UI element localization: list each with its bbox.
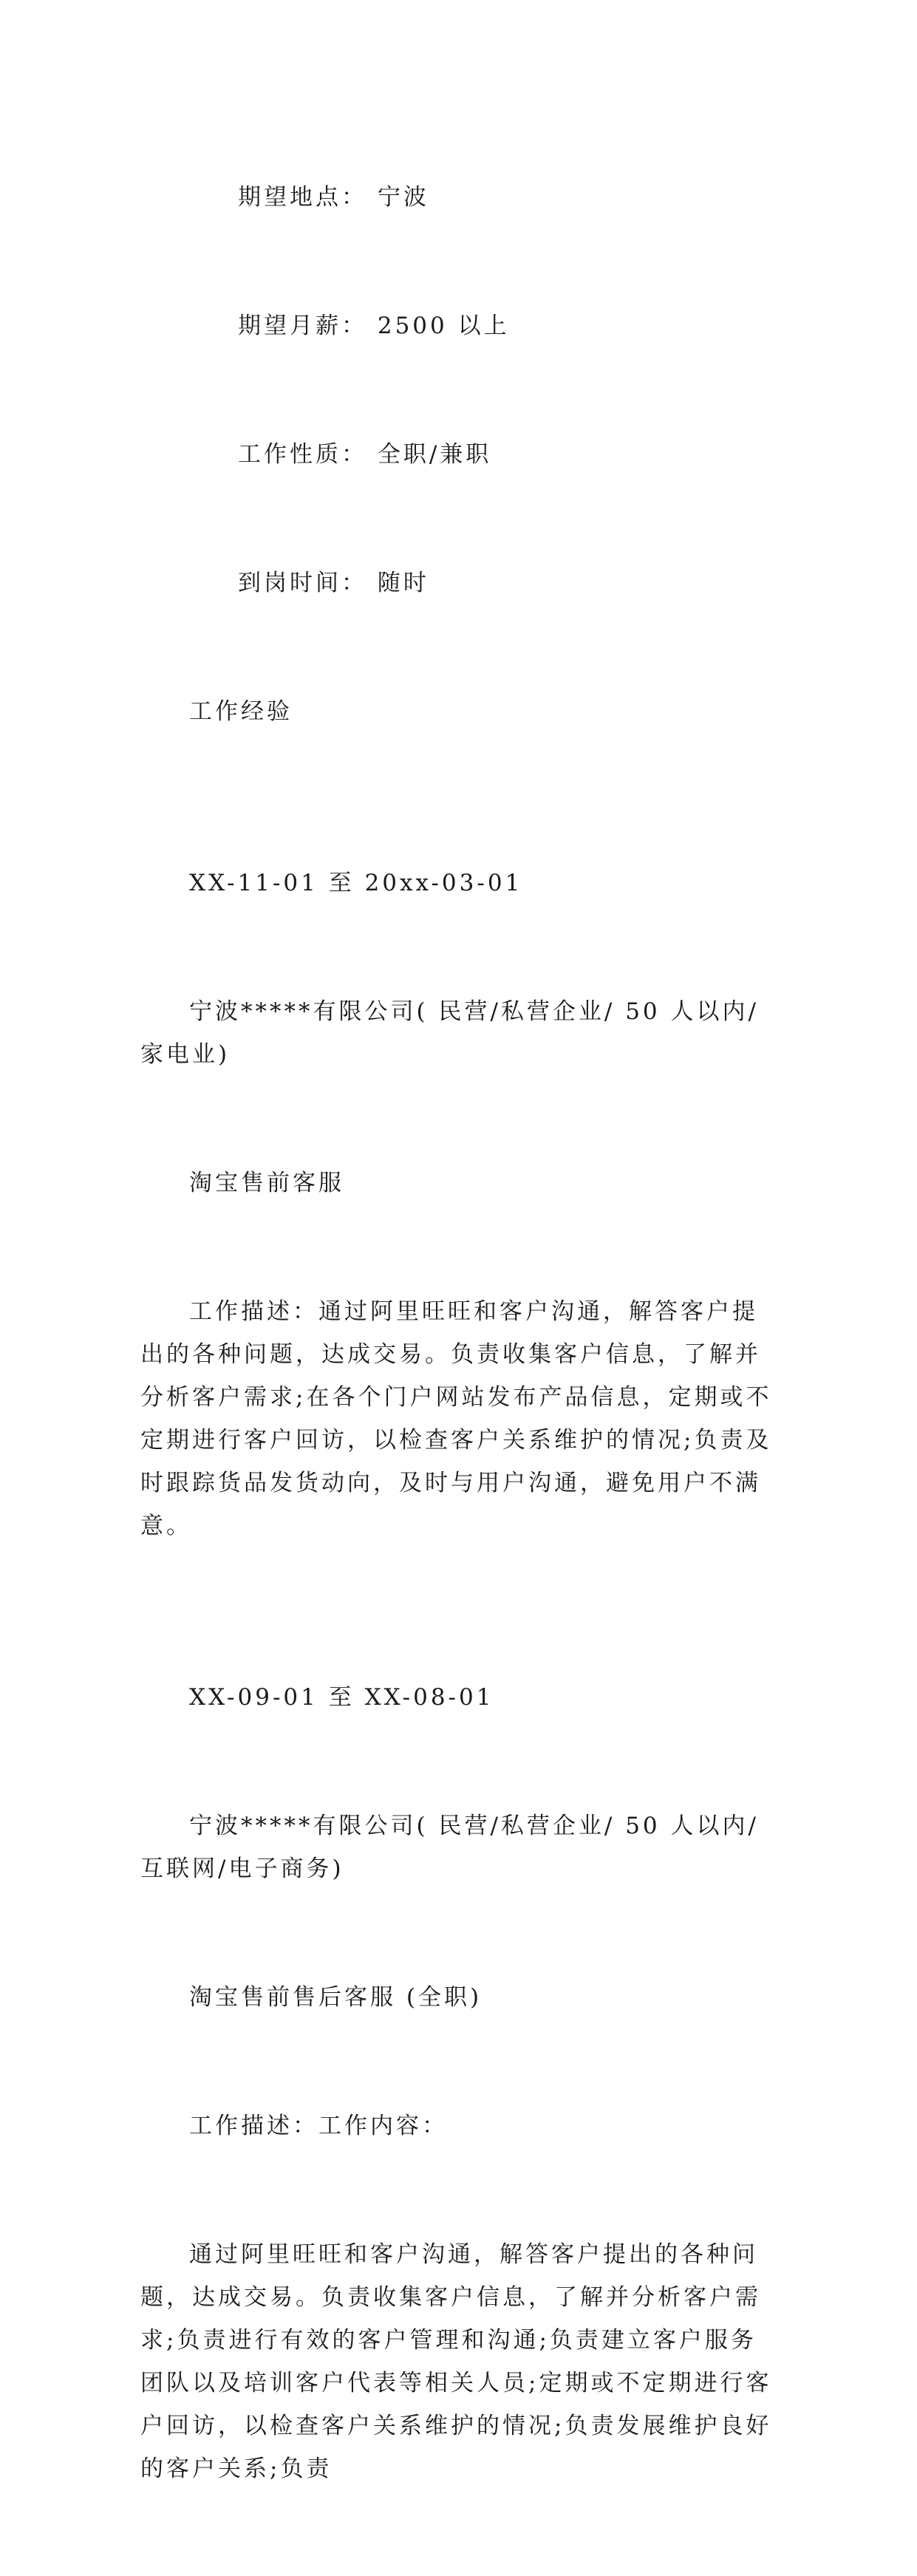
job-company: 宁波*****有限公司( 民营/私营企业/ 50 人以内/家电业) bbox=[140, 998, 759, 1068]
field-job-type bbox=[140, 433, 776, 476]
field-start-time bbox=[140, 562, 776, 604]
field-label: 到岗时间： bbox=[238, 570, 367, 596]
job-description: 工作描述：通过阿里旺旺和客户沟通，解答客户提出的各种问题，达成交易。负责收集客户信息，了解并分析客户需求;在各个门户网站发布产品信息，定期或不定期进行客户回访，以检查客户关系维护的情况;负责及时跟踪货品发货动向，及时与用户沟通，避免用户不满意。 bbox=[140, 1298, 772, 1539]
resume-body bbox=[140, 90, 776, 2576]
field-expected-salary bbox=[140, 304, 776, 347]
job-description-heading: 工作描述：工作内容： bbox=[189, 2113, 448, 2139]
job-description: 通过阿里旺旺和客户沟通，解答客户提出的各种问题，达成交易。负责收集客户信息，了解并分析客户需求;负责进行有效的客户管理和沟通;负责建立客户服务团队以及培训客户代表等相关人员;定期或不定期进行客户回访，以检查客户关系维护的情况;负责发展维护良好的客户关系;负责 bbox=[140, 2241, 772, 2482]
field-expected-location bbox=[140, 176, 776, 219]
section-title: 工作经验 bbox=[189, 698, 293, 725]
job-company: 宁波*****有限公司( 民营/私营企业/ 50 人以内/互联网/电子商务) bbox=[140, 1813, 759, 1882]
job-position: 淘宝售前售后客服 (全职) bbox=[189, 1984, 483, 2011]
field-value: 宁波 bbox=[377, 184, 429, 211]
field-value: 随时 bbox=[377, 570, 429, 596]
field-label: 期望月薪： bbox=[238, 313, 367, 339]
field-label: 期望地点： bbox=[238, 184, 367, 211]
job-period: XX-09-01 至 XX-08-01 bbox=[189, 1684, 494, 1711]
field-value: 全职/兼职 bbox=[377, 441, 492, 468]
job-period: XX-11-01 至 20xx-03-01 bbox=[189, 870, 523, 896]
job-position: 淘宝售前客服 bbox=[189, 1170, 344, 1196]
field-value: 2500 以上 bbox=[377, 313, 510, 339]
field-label: 工作性质： bbox=[238, 441, 367, 468]
